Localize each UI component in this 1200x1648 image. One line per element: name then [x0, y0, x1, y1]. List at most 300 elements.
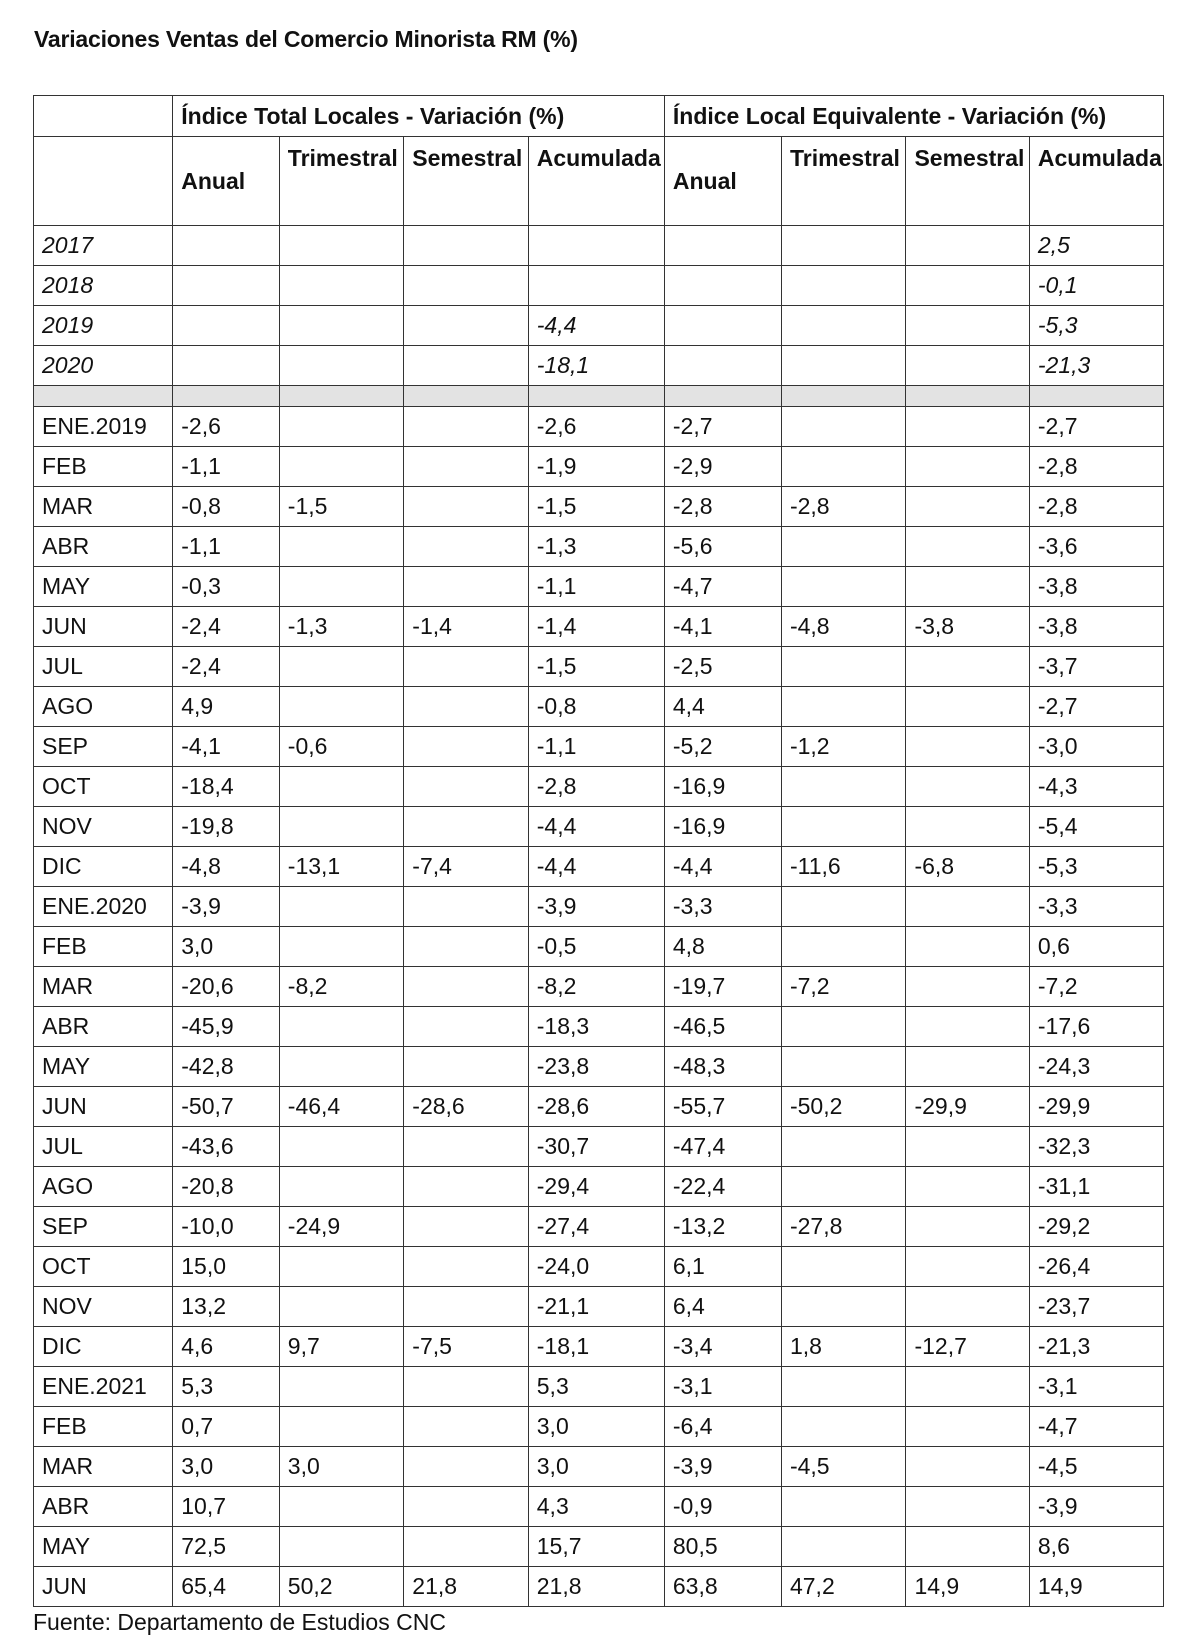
value-cell: -29,2: [1029, 1207, 1163, 1247]
value-cell: -18,1: [528, 1327, 664, 1367]
value-cell: [781, 1007, 905, 1047]
row-label: OCT: [34, 767, 173, 807]
value-cell: [173, 306, 280, 346]
value-cell: [404, 1247, 528, 1287]
value-cell: [279, 1247, 403, 1287]
value-cell: [781, 1247, 905, 1287]
value-cell: [279, 266, 403, 306]
value-cell: -4,8: [173, 847, 280, 887]
value-cell: -2,5: [664, 647, 781, 687]
month-row: [34, 1087, 1164, 1127]
value-cell: [279, 1007, 403, 1047]
value-cell: [404, 807, 528, 847]
value-cell: -8,2: [279, 967, 403, 1007]
value-cell: [404, 727, 528, 767]
row-label: MAY: [34, 567, 173, 607]
value-cell: -3,9: [173, 887, 280, 927]
value-cell: [404, 1207, 528, 1247]
value-cell: -0,8: [528, 687, 664, 727]
value-cell: [906, 1047, 1029, 1087]
value-cell: -2,7: [1029, 687, 1163, 727]
value-cell: [279, 767, 403, 807]
value-cell: 21,8: [404, 1567, 528, 1607]
value-cell: 63,8: [664, 1567, 781, 1607]
value-cell: -0,5: [528, 927, 664, 967]
value-cell: -3,7: [1029, 647, 1163, 687]
separator-cell: [1029, 386, 1163, 407]
value-cell: -29,9: [906, 1087, 1029, 1127]
value-cell: -1,4: [528, 607, 664, 647]
month-row: [34, 407, 1164, 447]
month-row: [34, 1567, 1164, 1607]
month-row: [34, 1167, 1164, 1207]
empty-corner-cell: [34, 96, 173, 137]
value-cell: [781, 306, 905, 346]
value-cell: [781, 1047, 905, 1087]
value-cell: [906, 727, 1029, 767]
value-cell: 4,9: [173, 687, 280, 727]
value-cell: -4,1: [173, 727, 280, 767]
month-row: [34, 887, 1164, 927]
value-cell: -8,2: [528, 967, 664, 1007]
row-label: MAR: [34, 967, 173, 1007]
value-cell: -20,8: [173, 1167, 280, 1207]
value-cell: [279, 1167, 403, 1207]
row-label: FEB: [34, 927, 173, 967]
value-cell: -5,3: [1029, 847, 1163, 887]
value-cell: 4,6: [173, 1327, 280, 1367]
value-cell: 4,3: [528, 1487, 664, 1527]
value-cell: -20,6: [173, 967, 280, 1007]
value-cell: [404, 346, 528, 386]
value-cell: [279, 807, 403, 847]
value-cell: [781, 447, 905, 487]
value-cell: -48,3: [664, 1047, 781, 1087]
value-cell: -13,1: [279, 847, 403, 887]
subheader-trimestral: [279, 137, 403, 226]
value-cell: -4,4: [664, 847, 781, 887]
value-cell: 6,1: [664, 1247, 781, 1287]
value-cell: [404, 1367, 528, 1407]
value-cell: -31,1: [1029, 1167, 1163, 1207]
value-cell: -23,8: [528, 1047, 664, 1087]
row-label: AGO: [34, 1167, 173, 1207]
value-cell: [279, 1287, 403, 1327]
value-cell: -5,3: [1029, 306, 1163, 346]
row-label: JUL: [34, 647, 173, 687]
value-cell: [404, 266, 528, 306]
value-cell: -3,1: [1029, 1367, 1163, 1407]
source-note: Fuente: Departamento de Estudios CNC: [33, 1609, 446, 1635]
value-cell: [906, 1367, 1029, 1407]
value-cell: [906, 1407, 1029, 1447]
value-cell: -0,6: [279, 727, 403, 767]
value-cell: -16,9: [664, 767, 781, 807]
row-label: 2018: [34, 266, 173, 306]
year-row: [34, 266, 1164, 306]
row-label: ABR: [34, 1487, 173, 1527]
value-cell: -3,3: [1029, 887, 1163, 927]
group-header-total-locales: Índice Total Locales - Variación (%): [173, 96, 665, 137]
value-cell: -27,4: [528, 1207, 664, 1247]
value-cell: [906, 967, 1029, 1007]
value-cell: -4,4: [528, 847, 664, 887]
value-cell: -3,3: [664, 887, 781, 927]
value-cell: [781, 266, 905, 306]
value-cell: [781, 1127, 905, 1167]
group-header-row: [34, 96, 1164, 137]
value-cell: [781, 1527, 905, 1567]
value-cell: [781, 887, 905, 927]
value-cell: -16,9: [664, 807, 781, 847]
row-label: FEB: [34, 1407, 173, 1447]
value-cell: -47,4: [664, 1127, 781, 1167]
value-cell: [906, 927, 1029, 967]
table-body: [34, 96, 1164, 1607]
subheader-label: Semestral: [412, 145, 523, 171]
value-cell: [906, 1287, 1029, 1327]
value-cell: -19,7: [664, 967, 781, 1007]
value-cell: [279, 306, 403, 346]
value-cell: -1,5: [279, 487, 403, 527]
value-cell: [781, 1407, 905, 1447]
value-cell: -42,8: [173, 1047, 280, 1087]
value-cell: [906, 527, 1029, 567]
value-cell: [781, 927, 905, 967]
value-cell: -11,6: [781, 847, 905, 887]
month-row: [34, 1287, 1164, 1327]
value-cell: [781, 647, 905, 687]
value-cell: -1,2: [781, 727, 905, 767]
value-cell: -4,7: [664, 567, 781, 607]
subheader-label: Acumulada: [1037, 145, 1162, 171]
value-cell: [906, 767, 1029, 807]
value-cell: -3,8: [1029, 567, 1163, 607]
row-label: ENE.2019: [34, 407, 173, 447]
subheader-label: Trimestral: [287, 145, 398, 171]
month-row: [34, 607, 1164, 647]
value-cell: -2,4: [173, 607, 280, 647]
value-cell: -23,7: [1029, 1287, 1163, 1327]
value-cell: [906, 1247, 1029, 1287]
value-cell: 3,0: [528, 1407, 664, 1447]
month-row: [34, 847, 1164, 887]
value-cell: -12,7: [906, 1327, 1029, 1367]
value-cell: -1,5: [528, 647, 664, 687]
value-cell: [781, 1287, 905, 1327]
value-cell: [906, 647, 1029, 687]
value-cell: 5,3: [528, 1367, 664, 1407]
row-label: MAR: [34, 487, 173, 527]
value-cell: -1,1: [173, 447, 280, 487]
value-cell: -3,4: [664, 1327, 781, 1367]
value-cell: -4,1: [664, 607, 781, 647]
value-cell: [528, 266, 664, 306]
subheader-label: Acumulada: [536, 145, 661, 171]
page-title: Variaciones Ventas del Comercio Minorista RM (%): [34, 26, 578, 52]
value-cell: -3,8: [1029, 607, 1163, 647]
month-row: [34, 767, 1164, 807]
value-cell: [279, 447, 403, 487]
row-label: SEP: [34, 727, 173, 767]
value-cell: [906, 346, 1029, 386]
month-row: [34, 487, 1164, 527]
value-cell: [906, 1447, 1029, 1487]
value-cell: [404, 647, 528, 687]
value-cell: [404, 687, 528, 727]
value-cell: -50,7: [173, 1087, 280, 1127]
value-cell: 1,8: [781, 1327, 905, 1367]
value-cell: [404, 1447, 528, 1487]
separator-cell: [34, 386, 173, 407]
value-cell: -1,1: [528, 567, 664, 607]
month-row: [34, 1247, 1164, 1287]
value-cell: -3,9: [1029, 1487, 1163, 1527]
row-label: DIC: [34, 847, 173, 887]
value-cell: [906, 487, 1029, 527]
separator-cell: [781, 386, 905, 407]
value-cell: [279, 1407, 403, 1447]
value-cell: -0,9: [664, 1487, 781, 1527]
value-cell: -27,8: [781, 1207, 905, 1247]
month-row: [34, 687, 1164, 727]
subheader-row: [34, 137, 1164, 226]
value-cell: -4,4: [528, 807, 664, 847]
value-cell: [173, 346, 280, 386]
value-cell: [404, 1167, 528, 1207]
row-label: FEB: [34, 447, 173, 487]
subheader-trimestral: [781, 137, 905, 226]
value-cell: [781, 226, 905, 266]
value-cell: [404, 1287, 528, 1327]
value-cell: -2,6: [528, 407, 664, 447]
value-cell: -10,0: [173, 1207, 280, 1247]
value-cell: -30,7: [528, 1127, 664, 1167]
separator-cell: [279, 386, 403, 407]
value-cell: -32,3: [1029, 1127, 1163, 1167]
value-cell: [906, 887, 1029, 927]
value-cell: 4,8: [664, 927, 781, 967]
subheader-semestral: [404, 137, 528, 226]
value-cell: -17,6: [1029, 1007, 1163, 1047]
month-row: [34, 527, 1164, 567]
value-cell: [173, 266, 280, 306]
month-row: [34, 1447, 1164, 1487]
month-row: [34, 1207, 1164, 1247]
value-cell: -50,2: [781, 1087, 905, 1127]
value-cell: -7,4: [404, 847, 528, 887]
value-cell: [906, 447, 1029, 487]
value-cell: -0,8: [173, 487, 280, 527]
value-cell: -28,6: [528, 1087, 664, 1127]
value-cell: [404, 927, 528, 967]
value-cell: 80,5: [664, 1527, 781, 1567]
value-cell: 65,4: [173, 1567, 280, 1607]
year-row: [34, 306, 1164, 346]
value-cell: [781, 1487, 905, 1527]
value-cell: [906, 1487, 1029, 1527]
value-cell: -22,4: [664, 1167, 781, 1207]
row-label: ABR: [34, 527, 173, 567]
value-cell: [279, 567, 403, 607]
value-cell: -5,4: [1029, 807, 1163, 847]
month-row: [34, 727, 1164, 767]
row-label: 2017: [34, 226, 173, 266]
subheader-semestral: [906, 137, 1029, 226]
row-label: SEP: [34, 1207, 173, 1247]
value-cell: -2,7: [1029, 407, 1163, 447]
value-cell: -0,1: [1029, 266, 1163, 306]
value-cell: [404, 967, 528, 1007]
value-cell: 21,8: [528, 1567, 664, 1607]
value-cell: [906, 1167, 1029, 1207]
value-cell: -2,9: [664, 447, 781, 487]
month-row: [34, 1527, 1164, 1567]
value-cell: [781, 807, 905, 847]
value-cell: 14,9: [1029, 1567, 1163, 1607]
month-row: [34, 1487, 1164, 1527]
value-cell: [664, 266, 781, 306]
month-row: [34, 807, 1164, 847]
value-cell: -18,3: [528, 1007, 664, 1047]
value-cell: [173, 226, 280, 266]
value-cell: [404, 487, 528, 527]
value-cell: [781, 527, 905, 567]
value-cell: [906, 567, 1029, 607]
value-cell: -46,5: [664, 1007, 781, 1047]
value-cell: 8,6: [1029, 1527, 1163, 1567]
separator-row: [34, 386, 1164, 407]
value-cell: -24,9: [279, 1207, 403, 1247]
value-cell: [279, 887, 403, 927]
value-cell: -43,6: [173, 1127, 280, 1167]
value-cell: -18,1: [528, 346, 664, 386]
value-cell: [279, 1367, 403, 1407]
value-cell: 5,3: [173, 1367, 280, 1407]
value-cell: [664, 346, 781, 386]
row-label: JUL: [34, 1127, 173, 1167]
value-cell: [404, 767, 528, 807]
value-cell: [279, 1127, 403, 1167]
value-cell: -4,5: [781, 1447, 905, 1487]
value-cell: -0,3: [173, 567, 280, 607]
value-cell: -3,8: [906, 607, 1029, 647]
row-label: MAY: [34, 1527, 173, 1567]
separator-cell: [173, 386, 280, 407]
value-cell: -1,1: [173, 527, 280, 567]
value-cell: -29,9: [1029, 1087, 1163, 1127]
month-row: [34, 1047, 1164, 1087]
value-cell: [279, 1527, 403, 1567]
value-cell: -3,0: [1029, 727, 1163, 767]
value-cell: 3,0: [528, 1447, 664, 1487]
value-cell: -1,5: [528, 487, 664, 527]
month-row: [34, 1127, 1164, 1167]
value-cell: -46,4: [279, 1087, 403, 1127]
month-row: [34, 1367, 1164, 1407]
row-label: JUN: [34, 1087, 173, 1127]
value-cell: [404, 567, 528, 607]
row-label: ENE.2020: [34, 887, 173, 927]
value-cell: [404, 226, 528, 266]
value-cell: [781, 1167, 905, 1207]
value-cell: -4,8: [781, 607, 905, 647]
value-cell: -4,5: [1029, 1447, 1163, 1487]
value-cell: [279, 527, 403, 567]
value-cell: -2,6: [173, 407, 280, 447]
value-cell: [404, 1007, 528, 1047]
value-cell: -2,8: [781, 487, 905, 527]
value-cell: [404, 1487, 528, 1527]
year-row: [34, 226, 1164, 266]
value-cell: [279, 407, 403, 447]
value-cell: [781, 567, 905, 607]
year-row: [34, 346, 1164, 386]
value-cell: 15,7: [528, 1527, 664, 1567]
subheader-anual: Anual: [664, 137, 781, 226]
value-cell: 14,9: [906, 1567, 1029, 1607]
value-cell: -21,3: [1029, 346, 1163, 386]
value-cell: 15,0: [173, 1247, 280, 1287]
value-cell: [906, 407, 1029, 447]
value-cell: -7,2: [1029, 967, 1163, 1007]
value-cell: [906, 1207, 1029, 1247]
value-cell: -2,8: [1029, 447, 1163, 487]
value-cell: [781, 767, 905, 807]
value-cell: -1,3: [279, 607, 403, 647]
row-label: 2020: [34, 346, 173, 386]
value-cell: -1,3: [528, 527, 664, 567]
month-row: [34, 967, 1164, 1007]
sales-variation-table: [33, 95, 1164, 1607]
value-cell: -3,9: [664, 1447, 781, 1487]
value-cell: [279, 1487, 403, 1527]
value-cell: -2,7: [664, 407, 781, 447]
value-cell: -18,4: [173, 767, 280, 807]
value-cell: 3,0: [279, 1447, 403, 1487]
row-label: NOV: [34, 1287, 173, 1327]
separator-cell: [404, 386, 528, 407]
value-cell: -1,9: [528, 447, 664, 487]
value-cell: [404, 447, 528, 487]
value-cell: -21,3: [1029, 1327, 1163, 1367]
value-cell: -2,8: [664, 487, 781, 527]
value-cell: [906, 306, 1029, 346]
value-cell: [279, 687, 403, 727]
value-cell: [906, 687, 1029, 727]
value-cell: -19,8: [173, 807, 280, 847]
value-cell: [404, 1527, 528, 1567]
value-cell: [404, 527, 528, 567]
value-cell: 4,4: [664, 687, 781, 727]
value-cell: 50,2: [279, 1567, 403, 1607]
value-cell: -7,5: [404, 1327, 528, 1367]
value-cell: -26,4: [1029, 1247, 1163, 1287]
subheader-label: Semestral: [914, 145, 1025, 171]
month-row: [34, 1407, 1164, 1447]
value-cell: -29,4: [528, 1167, 664, 1207]
value-cell: [404, 1127, 528, 1167]
value-cell: 3,0: [173, 1447, 280, 1487]
value-cell: [404, 407, 528, 447]
row-label: JUN: [34, 607, 173, 647]
value-cell: -3,1: [664, 1367, 781, 1407]
value-cell: -13,2: [664, 1207, 781, 1247]
value-cell: 10,7: [173, 1487, 280, 1527]
value-cell: -6,4: [664, 1407, 781, 1447]
separator-cell: [664, 386, 781, 407]
value-cell: [664, 306, 781, 346]
